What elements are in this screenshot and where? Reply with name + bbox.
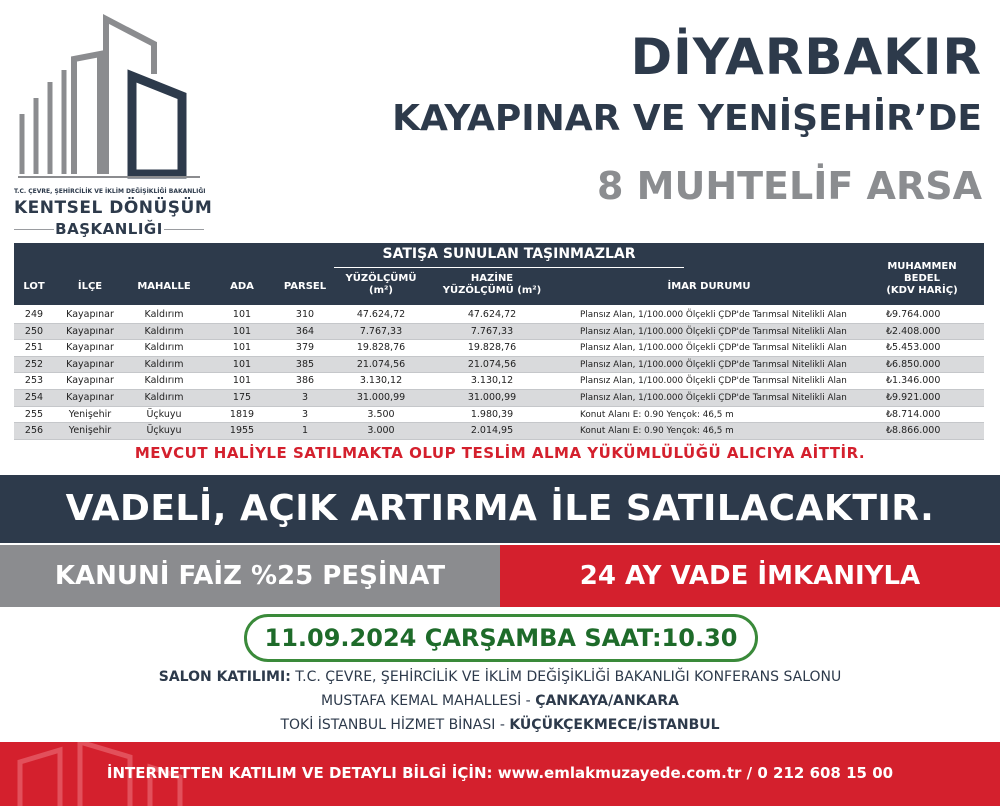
col-hazine-line2: YÜZÖLÇÜMÜ (m²) (442, 285, 542, 296)
footer-contact-info[interactable]: İNTERNETTEN KATILIM VE DETAYLI BİLGİ İÇİN: www.emlakmuzayede.com.tr / 0 212 608 15 00 (106, 764, 894, 782)
cell-mahalle: Üçkuyu (146, 408, 182, 420)
cell-imar: Plansız Alan, 1/100.000 Ölçekli ÇDP'de Tarımsal Nitelikli Alan (580, 376, 847, 387)
col-lot: LOT (23, 281, 45, 292)
cell-parsel: 3 (301, 408, 309, 420)
title-city: DİYARBAKIR (630, 28, 982, 86)
table-row (14, 407, 984, 424)
cell-ada: 101 (232, 325, 252, 337)
cell-mahalle: Kaldırım (144, 375, 184, 387)
cell-lot: 249 (24, 309, 44, 320)
cell-bedel: ₺9.764.000 (886, 309, 941, 320)
cell-hazine: 1.980,39 (470, 408, 514, 420)
table-row (14, 423, 984, 440)
table-row (14, 357, 984, 374)
cell-imar: Plansız Alan, 1/100.000 Ölçekli ÇDP'de Tarımsal Nitelikli Alan (580, 310, 847, 320)
delivery-notice: MEVCUT HALİYLE SATILMAKTA OLUP TESLİM ALMA YÜKÜMLÜLÜĞÜ ALICIYA AİTTİR. (134, 444, 866, 462)
cell-parsel: 364 (295, 325, 315, 337)
cell-lot: 253 (24, 375, 44, 387)
cell-bedel: ₺5.453.000 (886, 342, 941, 354)
cell-ada: 175 (232, 391, 252, 403)
col-parsel: PARSEL (283, 281, 327, 292)
venue-line3-text: TOKİ İSTANBUL HİZMET BİNASI - (280, 717, 510, 733)
col-ilce: İLÇE (77, 281, 103, 292)
col-imar: İMAR DURUMU (667, 281, 751, 292)
cell-ilce: Kayapınar (66, 391, 114, 403)
cell-lot: 256 (24, 425, 44, 437)
cell-lot: 255 (24, 408, 44, 420)
venue-line2 (0, 693, 1000, 709)
cell-parsel: 385 (295, 358, 315, 370)
cell-bedel: ₺8.714.000 (886, 408, 941, 420)
venue-label: SALON KATILIMI: (158, 669, 291, 685)
logo-ministry-text: T.C. ÇEVRE, ŞEHİRCİLİK VE İKLİM DEĞİŞİKLİĞİ BAKANLIĞI (14, 188, 206, 195)
cell-ada: 101 (232, 375, 252, 387)
cell-ilce: Kayapınar (66, 358, 114, 370)
ministry-logo (14, 14, 213, 238)
auction-date-time: 11.09.2024 ÇARŞAMBA SAAT:10.30 (244, 614, 758, 662)
cell-hazine: 47.624,72 (467, 309, 517, 320)
cell-mahalle: Üçkuyu (146, 425, 182, 437)
title-districts: KAYAPINAR VE YENİŞEHİR’DE (392, 98, 982, 139)
cell-yuzolcumu: 3.000 (367, 425, 395, 437)
cell-yuzolcumu: 7.767,33 (359, 325, 403, 337)
sale-method-banner: VADELİ, AÇIK ARTIRMA İLE SATILACAKTIR. (0, 475, 1000, 543)
logo-name-line2: BAŞKANLIĞI (55, 220, 163, 238)
cell-ilce: Yenişehir (68, 425, 112, 437)
cell-ilce: Kayapınar (66, 325, 114, 337)
venue-line3 (0, 717, 1000, 733)
cell-parsel: 1 (301, 425, 309, 437)
cell-ada: 1955 (229, 425, 255, 437)
cell-ilce: Kayapınar (66, 342, 114, 354)
venue-line2-text: MUSTAFA KEMAL MAHALLESİ - (321, 693, 536, 709)
cell-bedel: ₺1.346.000 (886, 375, 941, 387)
cell-mahalle: Kaldırım (144, 391, 184, 403)
cell-ada: 101 (232, 358, 252, 370)
table-caption: SATIŞA SUNULAN TAŞINMAZLAR (382, 246, 636, 262)
col-hazine-line1: HAZİNE (470, 273, 514, 284)
footer-bar (0, 742, 1000, 806)
cell-yuzolcumu: 47.624,72 (356, 309, 406, 320)
title-count: 8 MUHTELİF ARSA (596, 164, 982, 208)
table-header (14, 243, 984, 305)
table-row (14, 307, 984, 324)
cell-hazine: 7.767,33 (470, 325, 514, 337)
cell-hazine: 21.074,56 (467, 358, 517, 370)
col-yuzolcumu (336, 273, 426, 297)
logo-divider-left (14, 229, 54, 230)
cell-bedel: ₺2.408.000 (886, 325, 941, 337)
col-bedel-line2: BEDEL (904, 273, 940, 284)
cell-hazine: 19.828,76 (467, 342, 517, 354)
cell-mahalle: Kaldırım (144, 358, 184, 370)
venue-line1-text: T.C. ÇEVRE, ŞEHİRCİLİK VE İKLİM DEĞİŞİKLİĞİ BAKANLIĞI KONFERANS SALONU (290, 669, 842, 685)
cell-ilce: Kayapınar (66, 309, 114, 320)
cell-mahalle: Kaldırım (144, 342, 184, 354)
cell-ada: 101 (232, 309, 252, 320)
table-row (14, 373, 984, 390)
logo-divider-right (164, 229, 204, 230)
cell-bedel: ₺6.850.000 (886, 358, 941, 370)
cell-imar: Konut Alanı E: 0.90 Yençok: 46,5 m (580, 426, 734, 437)
cell-imar: Plansız Alan, 1/100.000 Ölçekli ÇDP'de Tarımsal Nitelikli Alan (580, 326, 847, 337)
cell-bedel: ₺8.866.000 (886, 425, 941, 437)
cell-hazine: 2.014,95 (470, 425, 514, 437)
cell-yuzolcumu: 3.130,12 (359, 375, 403, 387)
venue-line3-city: KÜÇÜKÇEKMECE/İSTANBUL (509, 717, 720, 733)
cell-parsel: 386 (295, 375, 315, 387)
cell-hazine: 31.000,99 (467, 391, 517, 403)
cell-lot: 251 (24, 342, 44, 354)
property-table (14, 307, 984, 440)
cell-lot: 254 (24, 391, 44, 403)
building-logo-icon (14, 14, 204, 189)
venue-line1 (0, 669, 1000, 685)
col-bedel-line1: MUHAMMEN (887, 261, 957, 272)
cell-yuzolcumu: 21.074,56 (356, 358, 406, 370)
down-payment-banner: KANUNİ FAİZ %25 PEŞİNAT (0, 545, 500, 607)
cell-ilce: Kayapınar (66, 375, 114, 387)
table-row (14, 390, 984, 407)
cell-ilce: Yenişehir (68, 408, 112, 420)
cell-imar: Plansız Alan, 1/100.000 Ölçekli ÇDP'de Tarımsal Nitelikli Alan (580, 343, 847, 354)
col-bedel (866, 261, 978, 297)
cell-lot: 252 (24, 358, 44, 370)
table-caption-divider (334, 267, 684, 268)
cell-bedel: ₺9.921.000 (886, 391, 941, 403)
col-ada: ADA (230, 281, 254, 292)
cell-imar: Konut Alanı E: 0.90 Yençok: 46,5 m (580, 409, 734, 420)
cell-yuzolcumu: 3.500 (367, 408, 395, 420)
cell-lot: 250 (24, 325, 44, 337)
cell-ada: 101 (232, 342, 252, 354)
col-mahalle: MAHALLE (137, 281, 191, 292)
cell-parsel: 3 (301, 391, 309, 403)
col-hazine (432, 273, 552, 297)
logo-name-line1: KENTSEL DÖNÜŞÜM (14, 198, 213, 218)
cell-yuzolcumu: 19.828,76 (356, 342, 406, 354)
installment-banner: 24 AY VADE İMKANIYLA (500, 545, 1000, 607)
col-yuzolcumu-line2: (m²) (369, 285, 393, 296)
cell-ada: 1819 (229, 408, 255, 420)
cell-mahalle: Kaldırım (144, 309, 184, 320)
col-bedel-line3: (KDV HARİÇ) (886, 285, 958, 296)
cell-yuzolcumu: 31.000,99 (356, 391, 406, 403)
cell-hazine: 3.130,12 (470, 375, 514, 387)
venue-line2-city: ÇANKAYA/ANKARA (535, 693, 679, 709)
cell-mahalle: Kaldırım (144, 325, 184, 337)
table-row (14, 340, 984, 357)
cell-imar: Plansız Alan, 1/100.000 Ölçekli ÇDP'de Tarımsal Nitelikli Alan (580, 392, 847, 403)
cell-imar: Plansız Alan, 1/100.000 Ölçekli ÇDP'de Tarımsal Nitelikli Alan (580, 359, 847, 370)
cell-parsel: 379 (295, 342, 315, 354)
col-yuzolcumu-line1: YÜZÖLÇÜMÜ (345, 273, 417, 284)
table-row (14, 324, 984, 341)
cell-parsel: 310 (295, 309, 315, 320)
